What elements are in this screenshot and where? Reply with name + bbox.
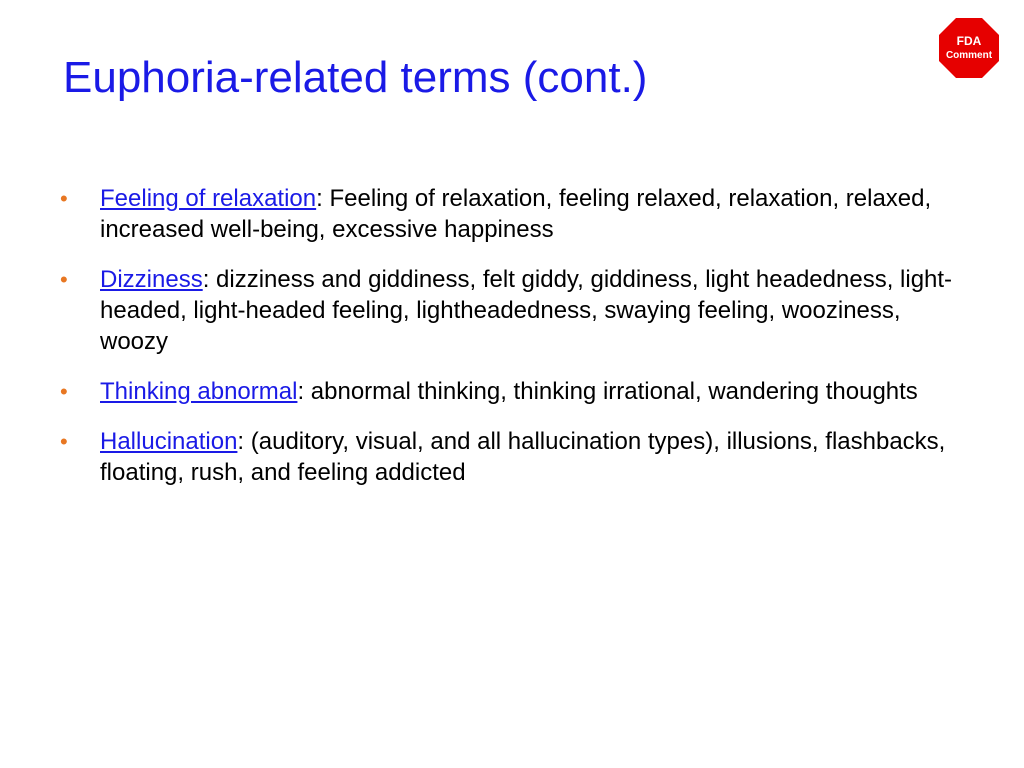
badge-line-1: FDA xyxy=(956,34,982,48)
term-link-thinking-abnormal[interactable]: Thinking abnormal xyxy=(100,378,298,405)
term-link-hallucination[interactable]: Hallucination xyxy=(100,428,238,455)
term-description: : abnormal thinking, thinking irrational, wandering thoughts xyxy=(297,378,918,405)
bullet-item-dizziness xyxy=(60,264,960,357)
term-link-dizziness[interactable]: Dizziness xyxy=(100,266,203,293)
fda-comment-stop-sign-icon xyxy=(938,17,1000,79)
bullet-item-hallucination xyxy=(60,426,960,488)
bullet-marker: • xyxy=(60,429,68,454)
bullet-list xyxy=(60,183,960,507)
bullet-marker: • xyxy=(60,186,68,211)
octagon-shape xyxy=(939,18,999,78)
badge-line-2: Comment xyxy=(945,50,993,61)
bullet-item-feeling-of-relaxation xyxy=(60,183,960,245)
bullet-marker: • xyxy=(60,379,68,404)
term-description: : Feeling of relaxation, feeling relaxed, relaxation, relaxed, increased well-being, excessive happiness xyxy=(100,185,932,243)
term-link-feeling-of-relaxation[interactable]: Feeling of relaxation xyxy=(100,185,317,212)
term-description: : (auditory, visual, and all hallucination types), illusions, flashbacks, floating, rush, and feeling addicted xyxy=(100,428,946,486)
bullet-marker: • xyxy=(60,267,68,292)
term-description: : dizziness and giddiness, felt giddy, giddiness, light headedness, light-headed, light-headed feeling, lightheadedness, swaying feeling, wooziness, woozy xyxy=(100,266,953,355)
bullet-item-thinking-abnormal xyxy=(60,376,960,407)
slide-title: Euphoria-related terms (cont.) xyxy=(63,53,648,102)
